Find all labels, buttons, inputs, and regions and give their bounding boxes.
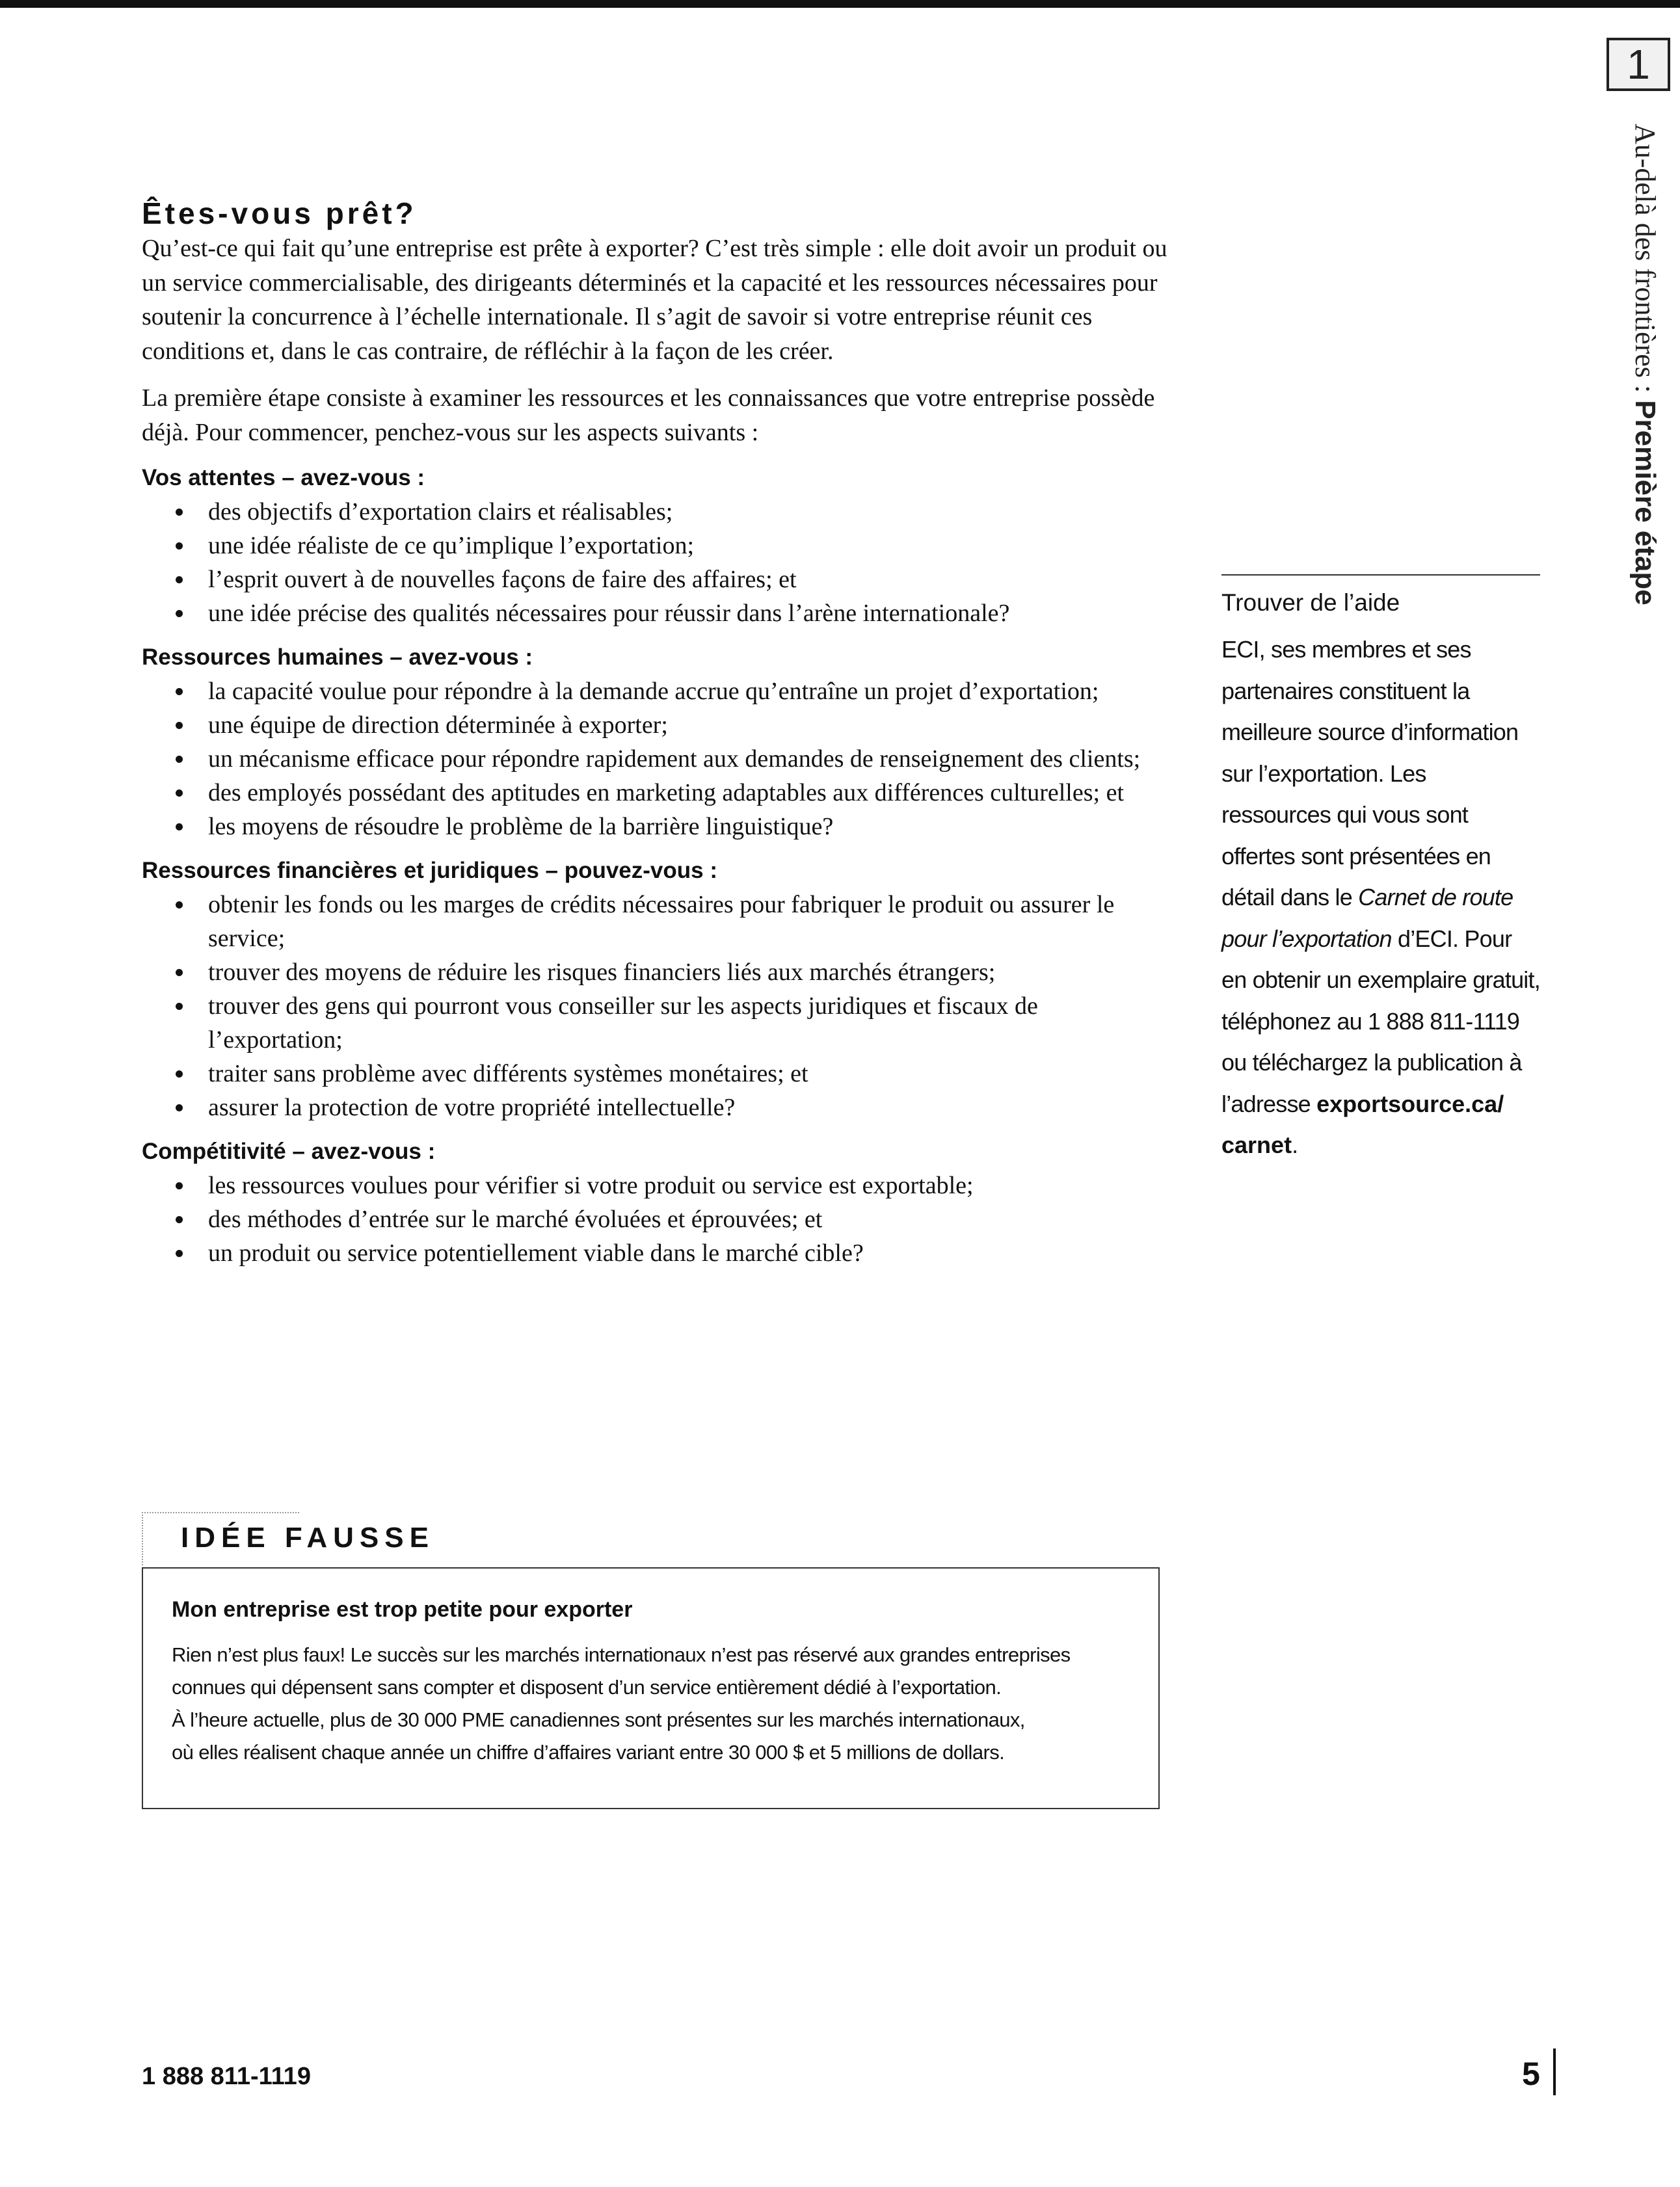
page-number-rule — [1553, 2048, 1556, 2095]
bullet-list — [142, 674, 1169, 843]
bullet-item: des employés possédant des aptitudes en marketing adaptables aux différences culturelles; et — [142, 776, 1169, 810]
footer-phone: 1 888 811-1119 — [142, 2063, 311, 2090]
bullet-item: trouver des moyens de réduire les risques financiers liés aux marchés étrangers; — [142, 955, 1169, 989]
intro-paragraph-2: La première étape consiste à examiner les ressources et les connaissances que votre entreprise possède déjà. Pour commencer, penchez-vous sur les aspects suivants : — [142, 384, 1155, 446]
callout-line: À l’heure actuelle, plus de 30 000 PME canadiennes sont présentes sur les marchés internationaux, — [172, 1708, 1025, 1731]
bullet-item: des objectifs d’exportation clairs et réalisables; — [142, 495, 1169, 529]
running-head-part1: Au-delà des frontières : — [1629, 124, 1661, 401]
sidebar-text: . — [1292, 1132, 1298, 1158]
callout-line: connues qui dépensent sans compter et disposent d’un service entièrement dédié à l’exportation. — [172, 1676, 1002, 1699]
bullet-item: les ressources voulues pour vérifier si votre produit ou service est exportable; — [142, 1169, 1169, 1202]
callout-line: Rien n’est plus faux! Le succès sur les marchés internationaux n’est pas réservé aux grandes entreprises — [172, 1643, 1071, 1666]
subsection-title: Vos attentes – avez-vous : — [142, 465, 425, 490]
sidebar-text: d’ECI. Pour en obtenir un exemplaire gratuit, téléphonez au 1 888 811-1119 ou téléchargez la publication à l’adresse — [1221, 925, 1540, 1117]
bullet-item: un mécanisme efficace pour répondre rapidement aux demandes de renseignement des clients; — [142, 742, 1169, 776]
bullet-item: une idée réaliste de ce qu’implique l’exportation; — [142, 529, 1169, 563]
running-head — [1571, 124, 1662, 618]
subsection-title: Ressources financières et juridiques – pouvez-vous : — [142, 858, 717, 883]
chapter-number: 1 — [1627, 41, 1650, 88]
bullet-list — [142, 888, 1169, 1124]
bullet-list — [142, 1169, 1169, 1270]
sidebar-web-address[interactable]: exportsource.ca/ carnet — [1221, 1090, 1504, 1158]
bullet-item: la capacité voulue pour répondre à la demande accrue qu’entraîne un projet d’exportation; — [142, 674, 1169, 708]
chapter-number-badge — [1607, 38, 1670, 91]
bullet-item: les moyens de résoudre le problème de la barrière linguistique? — [142, 810, 1169, 843]
sidebar-publication-title: Carnet de route pour l’exportation — [1221, 884, 1513, 952]
callout-box — [142, 1567, 1160, 1809]
sidebar-title: Trouver de l’aide — [1221, 589, 1400, 616]
section-heading: Êtes-vous prêt? — [142, 196, 417, 230]
callout-line: où elles réalisent chaque année un chiffre d’affaires variant entre 30 000 $ et 5 millions de dollars. — [172, 1741, 1005, 1764]
subsection-title: Compétitivité – avez-vous : — [142, 1139, 436, 1164]
bullet-item: obtenir les fonds ou les marges de crédits nécessaires pour fabriquer le produit ou assurer le service; — [142, 888, 1169, 955]
page-number: 5 — [1522, 2056, 1540, 2092]
bullet-item: assurer la protection de votre propriété intellectuelle? — [142, 1091, 1169, 1124]
bullet-item: trouver des gens qui pourront vous conseiller sur les aspects juridiques et fiscaux de l’exportation; — [142, 989, 1169, 1057]
bullet-list — [142, 495, 1169, 630]
top-rule — [0, 0, 1680, 8]
bullet-item: une équipe de direction déterminée à exporter; — [142, 708, 1169, 742]
sidebar-body — [1221, 629, 1540, 1166]
bullet-item: une idée précise des qualités nécessaires pour réussir dans l’arène internationale? — [142, 596, 1169, 630]
subsection-title: Ressources humaines – avez-vous : — [142, 644, 533, 670]
intro-paragraph: Qu’est-ce qui fait qu’une entreprise est prête à exporter? C’est très simple : elle doit avoir un produit ou un service commercialisable, des dirigeants déterminés et la capacité et les ressources nécessaires pour soutenir la concurrence à l’échelle internationale. Il s’agit de savoir si votre entreprise réunit ces conditions et, dans le cas contraire, de réfléchir à la façon de les créer. — [142, 235, 1167, 365]
running-head-part2: Première étape — [1629, 400, 1661, 605]
main-column — [142, 195, 1169, 1270]
sidebar-rule — [1221, 574, 1540, 576]
bullet-item: traiter sans problème avec différents systèmes monétaires; et — [142, 1057, 1169, 1091]
callout-heading: Mon entreprise est trop petite pour exporter — [172, 1597, 633, 1622]
sidebar-note — [1221, 574, 1540, 1166]
bullet-item: un produit ou service potentiellement viable dans le marché cible? — [142, 1236, 1169, 1270]
bullet-item: des méthodes d’entrée sur le marché évoluées et éprouvées; et — [142, 1202, 1169, 1236]
callout-label: IDÉE FAUSSE — [181, 1522, 434, 1554]
sidebar-text: ECI, ses membres et ses partenaires constituent la meilleure source d’information sur l’exportation. Les ressources qui vous sont offertes sont présentées en détail dans le — [1221, 636, 1519, 910]
bullet-item: l’esprit ouvert à de nouvelles façons de faire des affaires; et — [142, 563, 1169, 596]
